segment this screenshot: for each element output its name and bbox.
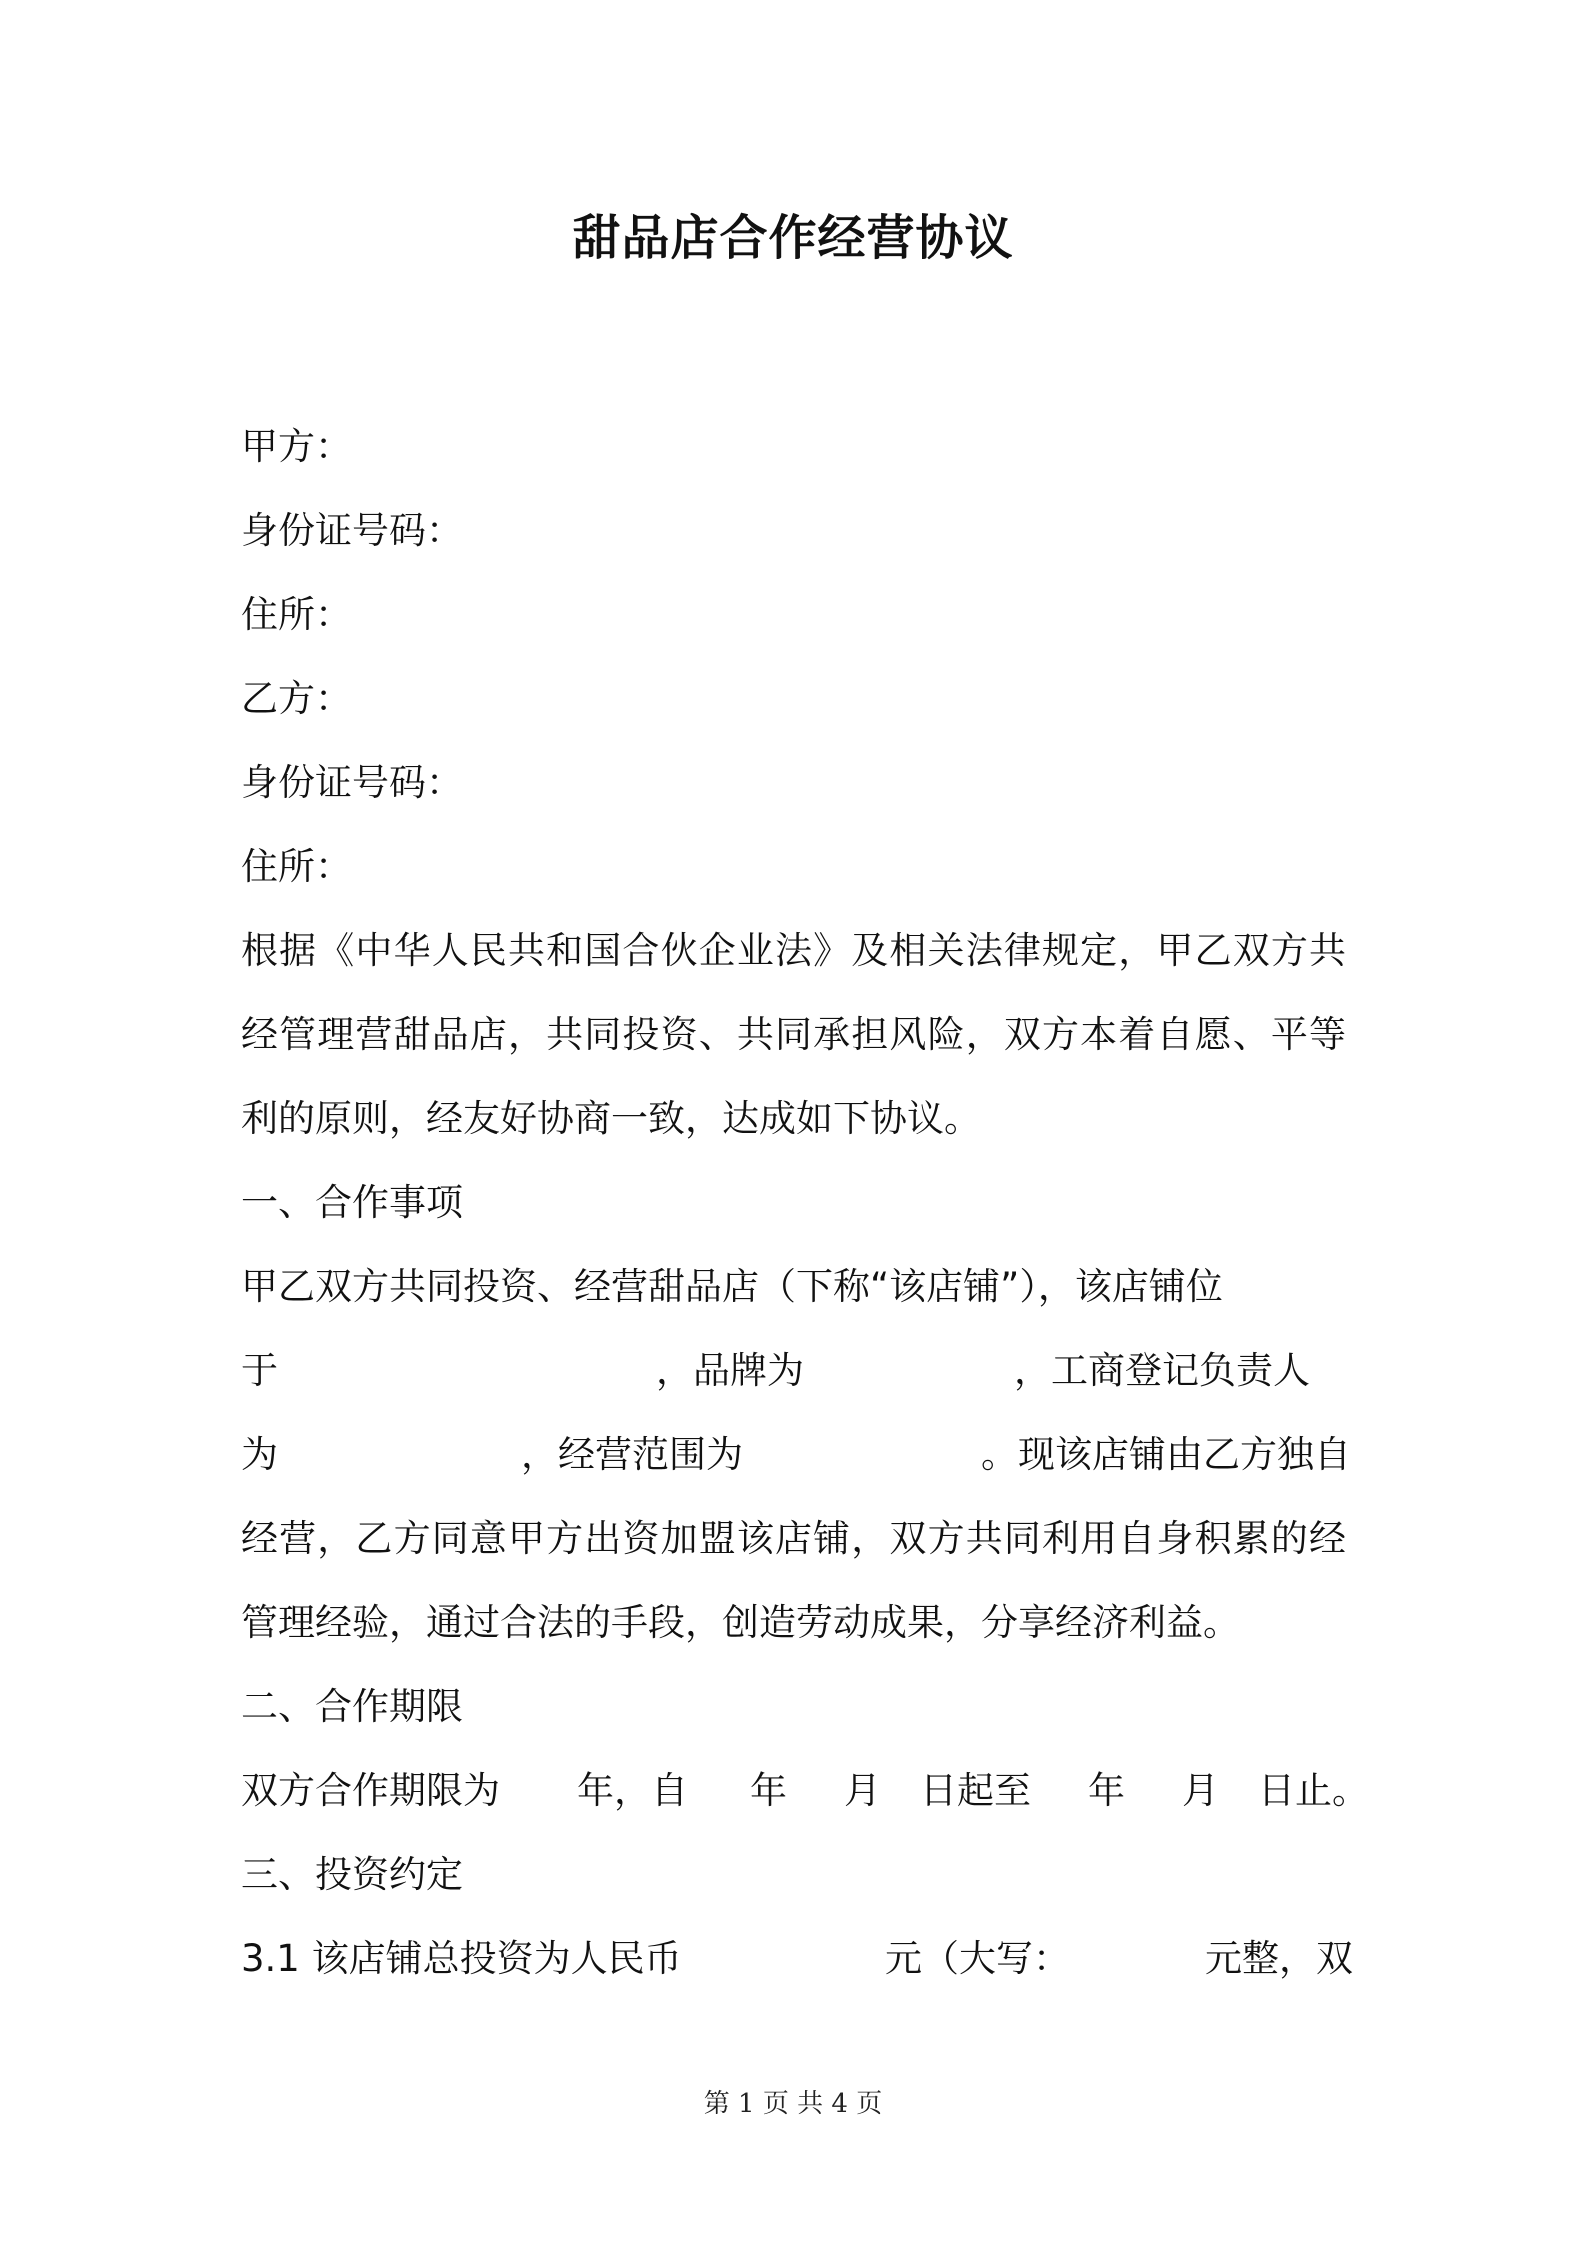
investment-line-1	[241, 1917, 1353, 2001]
party-b-name-label: 乙方：	[241, 677, 352, 720]
brand-label: ，品牌为	[656, 1349, 804, 1392]
end-month-label: 月	[1182, 1769, 1219, 1812]
section-1-line-4: 经营，乙方同意甲方出资加盟该店铺，双方共同利用自身积累的经	[241, 1517, 1346, 1560]
party-a-name-label: 甲方：	[241, 425, 352, 468]
section-3-heading: 三、投资约定	[241, 1853, 463, 1896]
start-day-label: 日起至	[920, 1769, 1031, 1812]
amount-uppercase-label: 元（大写：	[885, 1937, 1070, 1980]
registrant-label: ，工商登记负责人	[1014, 1349, 1310, 1392]
party-b-address-label: 住所：	[241, 845, 352, 888]
section-1-line-2	[241, 1329, 1346, 1413]
term-label: 双方合作期限为	[241, 1769, 500, 1812]
party-a-id-label: 身份证号码：	[241, 509, 463, 552]
section-1-line-1: 甲乙双方共同投资、经营甜品店（下称“该店铺”），该店铺位	[241, 1265, 1223, 1308]
section-1-heading: 一、合作事项	[241, 1181, 463, 1224]
amount-suffix-label: 元整，双	[1205, 1937, 1353, 1980]
section-2-heading: 二、合作期限	[241, 1685, 463, 1728]
section-1-line-3	[241, 1413, 1351, 1497]
document-title: 甜品店合作经营协议	[572, 210, 1014, 266]
registrant-prefix: 为	[241, 1433, 278, 1476]
total-investment-label: 3.1 该店铺总投资为人民币	[241, 1937, 682, 1980]
party-a-address-label: 住所：	[241, 593, 352, 636]
term-years-label: 年，自	[577, 1769, 688, 1812]
start-month-label: 月	[844, 1769, 881, 1812]
preamble-line-2: 经管理营甜品店，共同投资、共同承担风险，双方本着自愿、平等	[241, 1013, 1346, 1056]
start-year-label: 年	[750, 1769, 787, 1812]
end-day-label: 日止。	[1258, 1769, 1369, 1812]
section-1-line-5: 管理经验，通过合法的手段，创造劳动成果，分享经济利益。	[241, 1601, 1240, 1644]
end-year-label: 年	[1088, 1769, 1125, 1812]
page-number-footer: 第 1 页 共 4 页	[703, 2089, 883, 2119]
current-operation-text: 。现该店铺由乙方独自	[981, 1433, 1351, 1476]
location-prefix: 于	[241, 1349, 278, 1392]
preamble-line-3: 利的原则，经友好协商一致，达成如下协议。	[241, 1097, 981, 1140]
document-body	[241, 405, 1369, 2001]
party-b-id-label: 身份证号码：	[241, 761, 463, 804]
business-scope-label: ，经营范围为	[521, 1433, 743, 1476]
cooperation-term-line	[241, 1749, 1369, 1833]
preamble-line-1: 根据《中华人民共和国合伙企业法》及相关法律规定，甲乙双方共	[241, 929, 1346, 972]
